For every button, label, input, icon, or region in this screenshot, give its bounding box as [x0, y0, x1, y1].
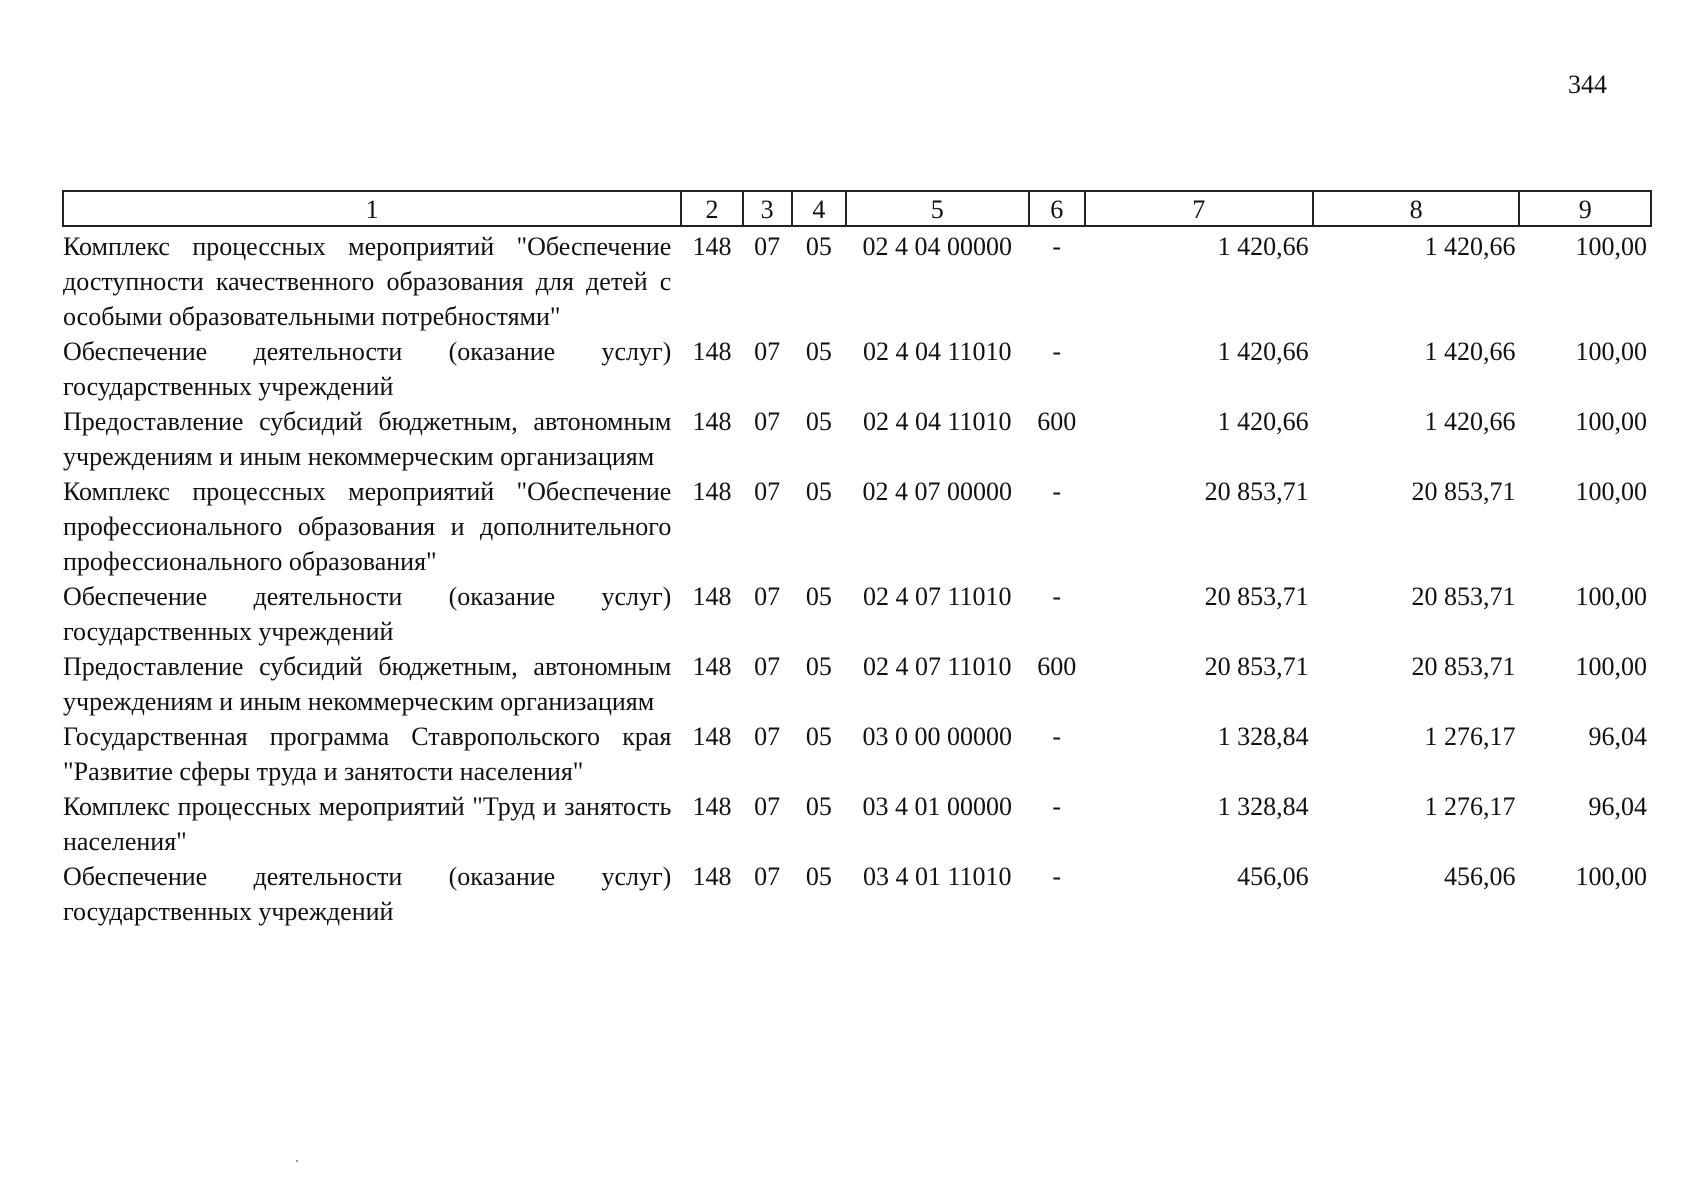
row-actual-amount: 20 853,71: [1411, 582, 1516, 611]
row-code-subsection: 05: [805, 722, 832, 751]
row-name: Обеспечение деятельности (оказание услуг) государственных учреждений: [63, 337, 672, 401]
row-code-expense-type: -: [1052, 722, 1062, 751]
row-planned-amount: 1 420,66: [1217, 232, 1309, 261]
row-code-ministry: 148: [692, 477, 732, 506]
row-percent: 100,00: [1575, 652, 1647, 681]
row-percent: 100,00: [1575, 477, 1647, 506]
row-code-section: 07: [754, 862, 781, 891]
row-percent: 96,04: [1588, 722, 1647, 751]
header-cell-7: 7: [1085, 191, 1313, 226]
row-code-section: 07: [754, 722, 781, 751]
row-code-section: 07: [754, 407, 781, 436]
scan-speck: [296, 1160, 298, 1162]
row-code-section: 07: [754, 337, 781, 366]
row-planned-amount: 1 328,84: [1217, 792, 1309, 821]
table-row: [63, 226, 1651, 334]
row-actual-amount: 1 420,66: [1424, 407, 1516, 436]
row-code-ministry: 148: [692, 862, 732, 891]
row-planned-amount: 20 853,71: [1204, 477, 1309, 506]
row-code-section: 07: [754, 477, 781, 506]
row-percent: 100,00: [1575, 862, 1647, 891]
row-planned-amount: 20 853,71: [1204, 582, 1309, 611]
row-code-subsection: 05: [805, 337, 832, 366]
header-cell-4: 4: [792, 191, 846, 226]
header-row: [63, 191, 1651, 226]
row-actual-amount: 20 853,71: [1411, 477, 1516, 506]
table-row: [63, 474, 1651, 579]
row-code-expense-type: -: [1052, 337, 1062, 366]
row-code-subsection: 05: [805, 792, 832, 821]
row-code-expense-type: 600: [1037, 652, 1077, 681]
row-name: Обеспечение деятельности (оказание услуг) государственных учреждений: [63, 582, 672, 646]
row-percent: 100,00: [1575, 232, 1647, 261]
row-code-expense-type: -: [1052, 232, 1062, 261]
row-code-subsection: 05: [805, 232, 832, 261]
header-cell-1: 1: [63, 191, 681, 226]
row-name: Предоставление субсидий бюджетным, автономным учреждениям и иным некоммерческим организациям: [63, 407, 672, 471]
row-name: Комплекс процессных мероприятий "Обеспечение доступности качественного образования для детей с особыми образовательными потребностями": [63, 232, 672, 331]
row-name: Комплекс процессных мероприятий "Обеспечение профессионального образования и дополнительного профессионального образования": [63, 477, 672, 576]
row-actual-amount: 20 853,71: [1411, 652, 1516, 681]
row-percent: 100,00: [1575, 582, 1647, 611]
header-cell-6: 6: [1029, 191, 1085, 226]
table-header: [63, 191, 1651, 226]
row-code-subsection: 05: [805, 652, 832, 681]
row-actual-amount: 1 276,17: [1424, 722, 1516, 751]
row-code-expense-type: -: [1052, 862, 1062, 891]
row-name: Комплекс процессных мероприятий "Труд и занятость населения": [63, 792, 672, 856]
row-code-target: 02 4 07 00000: [862, 477, 1013, 506]
table-row: [63, 404, 1651, 474]
row-code-target: 02 4 07 11010: [862, 582, 1012, 611]
header-cell-9: 9: [1519, 191, 1651, 226]
table-row: [63, 719, 1651, 789]
header-cell-3: 3: [743, 191, 792, 226]
budget-table: [62, 190, 1652, 929]
row-code-target: 02 4 04 11010: [862, 337, 1012, 366]
row-name: Предоставление субсидий бюджетным, автономным учреждениям и иным некоммерческим организациям: [63, 652, 672, 716]
row-code-section: 07: [754, 582, 781, 611]
row-code-subsection: 05: [805, 862, 832, 891]
row-code-subsection: 05: [805, 407, 832, 436]
row-code-ministry: 148: [692, 792, 732, 821]
row-actual-amount: 1 420,66: [1424, 337, 1516, 366]
row-code-ministry: 148: [692, 337, 732, 366]
table-row: [63, 649, 1651, 719]
row-code-target: 02 4 04 11010: [862, 407, 1012, 436]
row-code-expense-type: -: [1052, 477, 1062, 506]
header-cell-2: 2: [681, 191, 742, 226]
row-code-ministry: 148: [692, 407, 732, 436]
row-planned-amount: 1 420,66: [1217, 407, 1309, 436]
row-code-subsection: 05: [805, 582, 832, 611]
row-code-ministry: 148: [692, 652, 732, 681]
table-row: [63, 579, 1651, 649]
row-percent: 96,04: [1588, 792, 1647, 821]
row-name: Государственная программа Ставропольского края "Развитие сферы труда и занятости населения": [63, 722, 672, 786]
row-percent: 100,00: [1575, 407, 1647, 436]
row-code-ministry: 148: [692, 232, 732, 261]
row-code-expense-type: -: [1052, 792, 1062, 821]
row-percent: 100,00: [1575, 337, 1647, 366]
row-planned-amount: 1 328,84: [1217, 722, 1309, 751]
row-actual-amount: 1 276,17: [1424, 792, 1516, 821]
row-code-target: 02 4 07 11010: [862, 652, 1012, 681]
table-body: [63, 226, 1651, 929]
row-planned-amount: 1 420,66: [1217, 337, 1309, 366]
row-code-target: 03 0 00 00000: [862, 722, 1013, 751]
table-row: [63, 789, 1651, 859]
row-code-section: 07: [754, 232, 781, 261]
row-code-expense-type: -: [1052, 582, 1062, 611]
row-code-section: 07: [754, 792, 781, 821]
row-code-expense-type: 600: [1037, 407, 1077, 436]
row-code-subsection: 05: [805, 477, 832, 506]
table-row: [63, 859, 1651, 929]
row-planned-amount: 20 853,71: [1204, 652, 1309, 681]
row-actual-amount: 1 420,66: [1424, 232, 1516, 261]
row-code-section: 07: [754, 652, 781, 681]
row-code-ministry: 148: [692, 582, 732, 611]
row-name: Обеспечение деятельности (оказание услуг) государственных учреждений: [63, 862, 672, 926]
row-code-ministry: 148: [692, 722, 732, 751]
row-code-target: 03 4 01 00000: [862, 792, 1013, 821]
row-code-target: 03 4 01 11010: [862, 862, 1012, 891]
row-actual-amount: 456,06: [1443, 862, 1516, 891]
table-row: [63, 334, 1651, 404]
header-cell-8: 8: [1313, 191, 1520, 226]
row-planned-amount: 456,06: [1237, 862, 1309, 891]
page-number: 344: [1568, 70, 1607, 99]
header-cell-5: 5: [846, 191, 1029, 226]
row-code-target: 02 4 04 00000: [862, 232, 1013, 261]
